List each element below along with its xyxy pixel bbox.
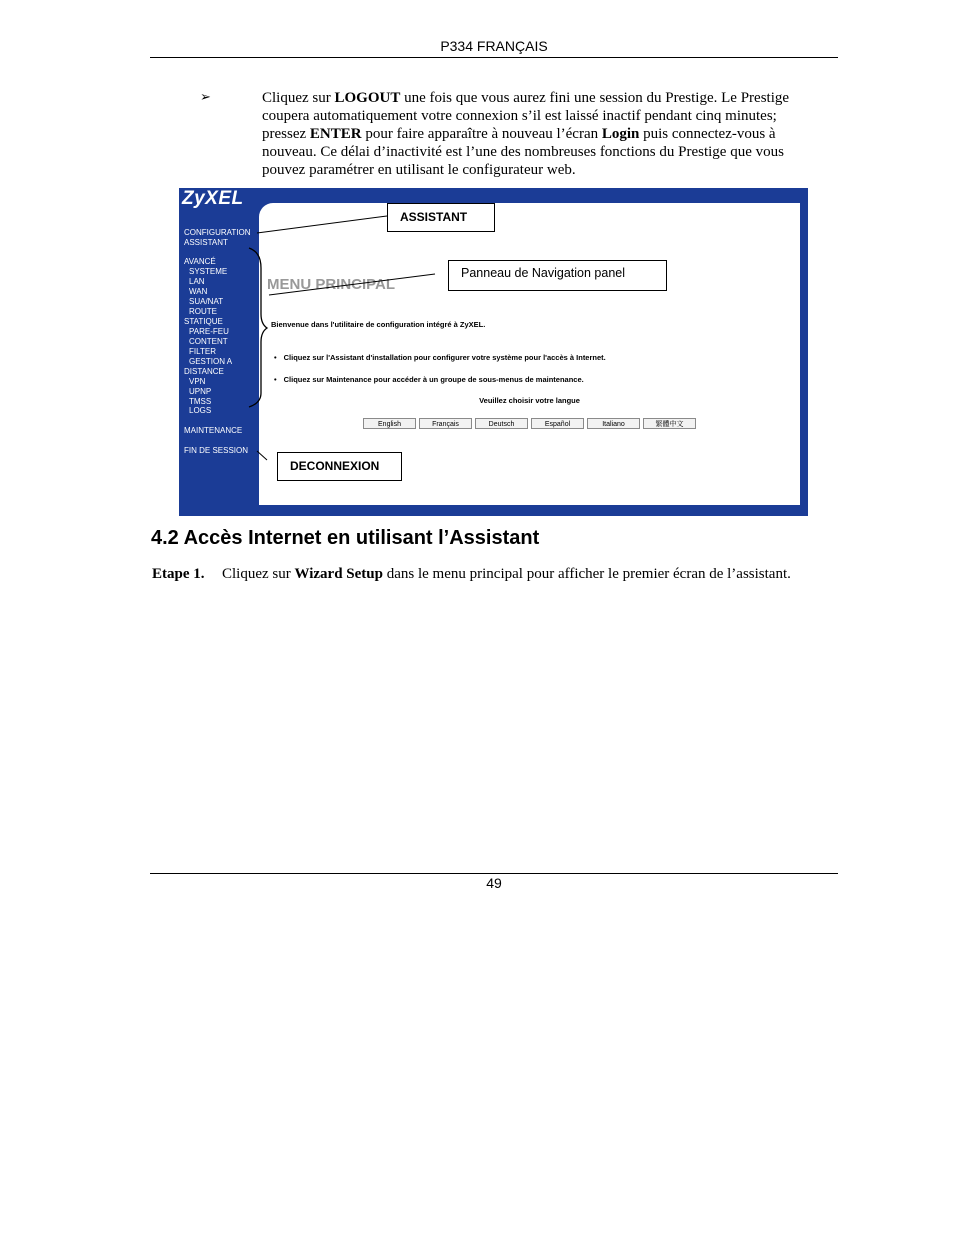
- nav-item-tmss[interactable]: TMSS: [189, 397, 212, 406]
- nav-item-lan[interactable]: LAN: [189, 277, 205, 286]
- page-number: 49: [486, 875, 502, 891]
- header-rule: [150, 57, 838, 58]
- welcome-text: Bienvenue dans l'utilitaire de configuration intégré à ZyXEL.: [271, 320, 486, 329]
- nav-item-content[interactable]: CONTENT: [189, 337, 228, 346]
- nav-item-filter[interactable]: FILTER: [189, 347, 216, 356]
- nav-item-wan[interactable]: WAN: [189, 287, 208, 296]
- nav-item-vpn[interactable]: VPN: [189, 377, 206, 386]
- nav-item-sua-nat[interactable]: SUA/NAT: [189, 297, 224, 306]
- nav-item-statique[interactable]: STATIQUE: [184, 317, 223, 326]
- menu-principal-title: MENU PRINCIPAL: [267, 276, 396, 293]
- para-text: une fois que vous aurez fini une session du Prestige. Le Prestige coupera automatiquement votre connexion s’il est laissé inactif pendant cinq minutes; pressez: [262, 90, 790, 142]
- step-text-part: Cliquez sur: [222, 566, 295, 582]
- lang-button-chinese[interactable]: 繁體中文: [643, 418, 696, 429]
- maintenance-hint-item: • Cliquez sur Maintenance pour accéder à un groupe de sous-menus de maintenance.: [274, 375, 584, 384]
- nav-item-fin-de-session[interactable]: FIN DE SESSION: [184, 446, 249, 455]
- footer-rule: [150, 873, 838, 874]
- para-text: puis connectez-vous à nouveau. Ce délai d’inactivité est l’une des nombreuses fonctions du Prestige que vous pouvez paramétrer en utilisant le configurateur web.: [262, 126, 784, 178]
- callout-assistant: ASSISTANT: [387, 203, 495, 232]
- navigation-bracket: [249, 248, 267, 407]
- para-bold-logout: LOGOUT: [334, 90, 401, 106]
- nav-item-configuration[interactable]: CONFIGURATION: [184, 228, 251, 237]
- nav-item-maintenance[interactable]: MAINTENANCE: [184, 426, 243, 435]
- web-configurator-screenshot: [179, 188, 808, 516]
- nav-item-avance[interactable]: AVANCÉ: [184, 257, 216, 266]
- nav-item-gestion-a[interactable]: GESTION A: [189, 357, 233, 366]
- deconnexion-leader-line: [257, 451, 267, 460]
- nav-item-assistant[interactable]: ASSISTANT: [184, 238, 228, 247]
- step-bold-wizard-setup: Wizard Setup: [294, 566, 383, 582]
- para-text: Cliquez sur: [262, 90, 335, 106]
- arrow-bullet-icon: ➢: [200, 90, 211, 105]
- step-label: Etape 1.: [152, 566, 205, 582]
- logout-paragraph: [262, 89, 818, 179]
- step-text: [222, 566, 832, 583]
- running-header: P334 FRANÇAIS: [440, 38, 548, 54]
- nav-item-upnp[interactable]: UPNP: [189, 387, 212, 396]
- lang-button-english[interactable]: English: [363, 418, 416, 429]
- para-text: pour faire apparaître à nouveau l’écran: [361, 126, 602, 142]
- callout-lines: [179, 188, 808, 516]
- para-bold-login: Login: [601, 126, 640, 142]
- nav-item-logs[interactable]: LOGS: [189, 406, 212, 415]
- nav-item-distance[interactable]: DISTANCE: [184, 367, 224, 376]
- zyxel-logo: ZyXEL: [182, 188, 244, 209]
- step-text-part: dans le menu principal pour afficher le premier écran de l’assistant.: [382, 566, 791, 582]
- navigation-leader-line: [269, 274, 435, 295]
- section-heading: 4.2 Accès Internet en utilisant l’Assistant: [151, 527, 540, 549]
- nav-item-pare-feu[interactable]: PARE-FEU: [189, 327, 229, 336]
- assistant-leader-line: [257, 216, 387, 233]
- wizard-hint-item: • Cliquez sur l'Assistant d'installation pour configurer votre système pour l'accès à Internet.: [274, 353, 606, 362]
- callout-navigation-panel: Panneau de Navigation panel: [448, 260, 667, 291]
- nav-item-systeme[interactable]: SYSTEME: [189, 267, 228, 276]
- lang-button-deutsch[interactable]: Deutsch: [475, 418, 528, 429]
- lang-button-espanol[interactable]: Español: [531, 418, 584, 429]
- nav-item-route[interactable]: ROUTE: [189, 307, 217, 316]
- choose-language-label: Veuillez choisir votre langue: [479, 396, 580, 405]
- lang-button-francais[interactable]: Français: [419, 418, 472, 429]
- callout-deconnexion: DECONNEXION: [277, 452, 402, 481]
- para-bold-enter: ENTER: [309, 126, 362, 142]
- lang-button-italiano[interactable]: Italiano: [587, 418, 640, 429]
